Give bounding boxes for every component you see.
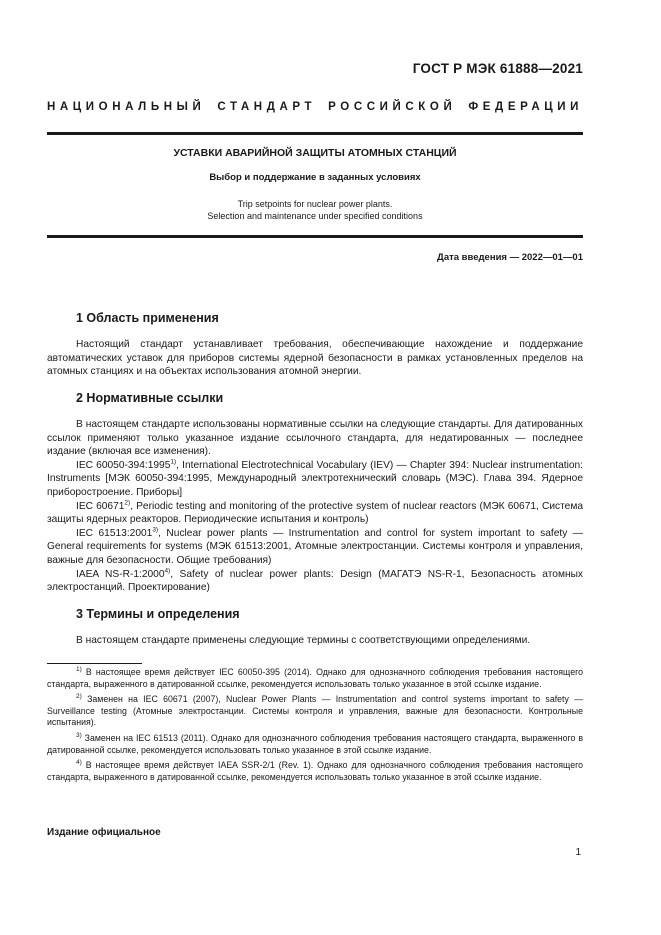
official-edition-label: Издание официальное <box>47 827 161 838</box>
section-3-body <box>47 634 583 648</box>
section-2-intro: В настоящем стандарте использованы нормативные ссылки на следующие стандарты. Для датированных ссылок применяют только указанное издание ссылочного стандарта, для недатированных — последнее издание (включая все изменения). <box>47 419 583 458</box>
footnote-number: 3) <box>76 732 82 740</box>
section-1-body <box>47 338 583 379</box>
footnote-text: В настоящее время действует IEC 60050-395 (2014). Однако для однозначного соблюдения требования настоящего стандарта, выраженного в датированной ссылке, рекомендуется использовать только указанное в этой ссылке издание. <box>47 667 583 689</box>
section-3-heading: 3 Термины и определения <box>76 607 240 621</box>
national-standard-title: НАЦИОНАЛЬНЫЙ СТАНДАРТ РОССИЙСКОЙ ФЕДЕРАЦИИ <box>47 101 583 113</box>
footnote-number: 1) <box>76 666 82 674</box>
section-2-body <box>47 418 583 595</box>
reference-id: IEC 60671 <box>76 500 125 512</box>
english-title-line-1: Trip setpoints for nuclear power plants. <box>237 199 393 209</box>
page-number: 1 <box>575 847 581 858</box>
footnote <box>47 667 583 690</box>
gost-number: ГОСТ Р МЭК 61888—2021 <box>412 61 583 76</box>
footnote-text: В настоящее время действует IAEA SSR-2/1 (Rev. 1). Однако для однозначного соблюдения требования настоящего стандарта, выраженного в датированной ссылке, рекомендуется использовать только указанное в этой ссылке издание. <box>47 760 583 782</box>
section-2-heading: 2 Нормативные ссылки <box>76 391 224 405</box>
footnote-mark: 4) <box>164 567 171 575</box>
reference-text: , Nuclear power plants — Instrumentation and control for system important to safety — General requirements for systems (МЭК 61513:2001, Атомные электростанции. Системы контроля и управления, важные для безопасности. Общие требования) <box>47 527 583 566</box>
document-subtitle: Выбор и поддержание в заданных условиях <box>209 172 421 183</box>
footnote-separator <box>47 663 142 664</box>
middle-rule <box>47 235 583 238</box>
reference-item <box>47 568 583 595</box>
reference-item <box>47 527 583 568</box>
footnote-mark: 1) <box>170 458 177 466</box>
footnote <box>47 694 583 729</box>
reference-text: , Periodic testing and monitoring of the protective system of nuclear reactors (МЭК 60671, Система защиты ядерных реакторов. Периодические испытания и контроль) <box>47 500 583 526</box>
reference-id: IEC 60050-394:1995 <box>76 459 171 471</box>
document-title: УСТАВКИ АВАРИЙНОЙ ЗАЩИТЫ АТОМНЫХ СТАНЦИЙ <box>173 147 457 159</box>
footnote-number: 4) <box>76 759 82 767</box>
reference-item <box>47 459 583 500</box>
reference-text: , Safety of nuclear power plants: Design (МАГАТЭ NS-R-1, Безопасность атомных электростанций. Проектирование) <box>47 568 583 594</box>
section-1-paragraph: Настоящий стандарт устанавливает требования, обеспечивающие нахождение и поддержание автоматических уставок для приборов системы ядерной безопасности в рамках установленных пределов на атомных станциях и на объектах использования атомной энергии. <box>47 339 583 378</box>
footnote-mark: 3) <box>152 526 159 534</box>
footnote-text: Заменен на IEC 60671 (2007), Nuclear Power Plants — Instrumentation and control systems important to safety — Surveillance testing (Атомные электростанции. Системы контроля и управления, важные для безопасности. Контрольные испытания). <box>47 694 583 728</box>
introduction-date: Дата введения — 2022—01—01 <box>437 252 583 263</box>
reference-id: IAEA NS-R-1:2000 <box>76 568 165 580</box>
footnote <box>47 733 583 756</box>
section-3-paragraph: В настоящем стандарте применены следующие термины с соответствующими определениями. <box>76 635 531 646</box>
footnotes <box>47 667 583 787</box>
reference-text: , International Electrotechnical Vocabulary (IEV) — Chapter 394: Nuclear instrumentation: Instruments [МЭК 60050-394:1995, Международный электротехнический словарь (МЭС). Глава 394. Ядерное приборостроение. Приборы] <box>47 459 583 498</box>
footnote-mark: 2) <box>124 499 131 507</box>
reference-item <box>47 500 583 527</box>
reference-id: IEC 61513:2001 <box>76 527 153 539</box>
english-title-line-2: Selection and maintenance under specified conditions <box>207 211 423 221</box>
footnote-number: 2) <box>76 693 82 701</box>
top-rule <box>47 132 583 135</box>
footnote-text: Заменен на IEC 61513 (2011). Однако для однозначного соблюдения требования настоящего стандарта, выраженного в датированной ссылке, рекомендуется использовать только указанное в этой ссылке издание. <box>47 732 583 755</box>
english-title <box>47 198 583 222</box>
section-1-heading: 1 Область применения <box>76 311 219 325</box>
footnote <box>47 760 583 783</box>
